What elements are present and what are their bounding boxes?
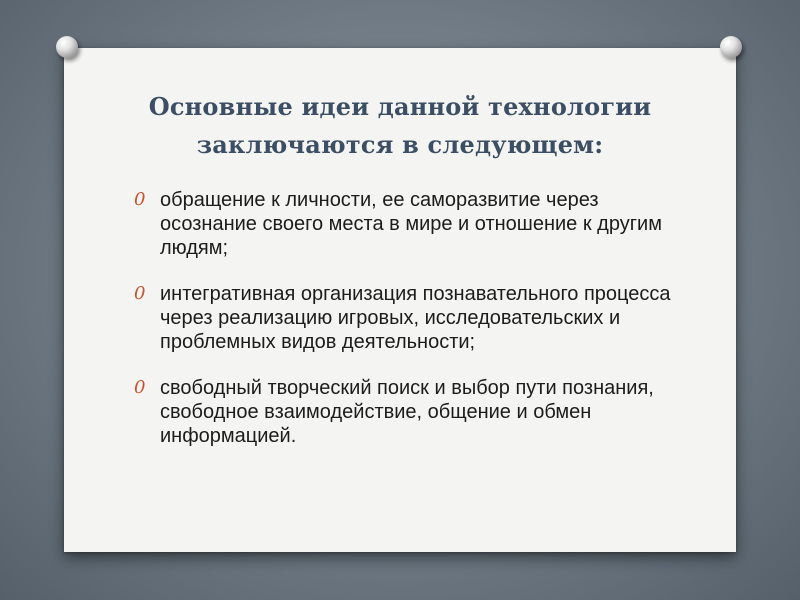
bullet-text: свободный творческий поиск и выбор пути познания, свободное взаимодействие, общение и обмен информацией. [160, 377, 654, 447]
bullet-marker-icon: 0 [134, 189, 146, 210]
pushpin-icon [56, 36, 78, 58]
pushpin-icon [720, 36, 742, 58]
title-line: Основные идеи данной технологии [148, 92, 652, 121]
bullet-text: интегративная организация познавательного процесса через реализацию игровых, исследовательских и проблемных видов деятельности; [160, 283, 671, 353]
bullet-item [134, 188, 674, 260]
title-line: заключаются в следующем: [196, 130, 604, 159]
bullet-list [134, 188, 674, 470]
bullet-marker-icon: 0 [134, 377, 146, 398]
bullet-item [134, 376, 674, 448]
bullet-marker-icon: 0 [134, 283, 146, 304]
bullet-text: обращение к личности, ее саморазвитие через осознание своего места в мире и отношение к другим людям; [160, 189, 662, 259]
slide-title [64, 88, 736, 164]
bullet-item [134, 282, 674, 354]
